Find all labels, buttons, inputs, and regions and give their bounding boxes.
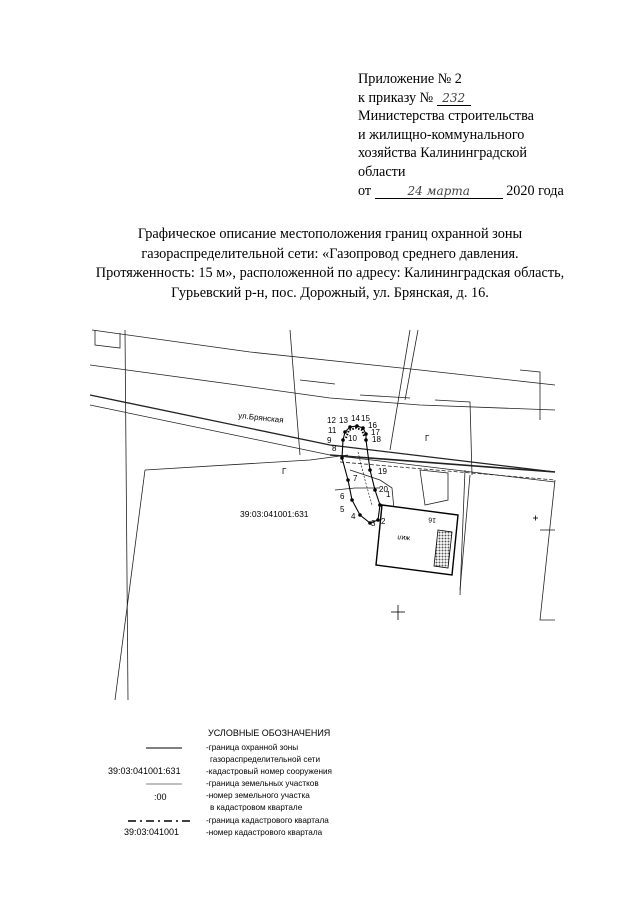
legend-item-4-symbol: :00	[154, 792, 167, 802]
point-label-13: 13	[339, 416, 348, 425]
point-label-15: 15	[361, 414, 370, 423]
point-label-9: 9	[327, 436, 332, 445]
legend-item-6-text: -номер кадастрового квартала	[206, 828, 323, 837]
point-label-11: 11	[328, 426, 337, 435]
point-label-7: 7	[353, 474, 358, 483]
legend-item-1-line-1: -граница охранной зоны	[206, 743, 299, 752]
point-label-14: 14	[351, 414, 360, 423]
appendix-line-1: Приложение № 2	[358, 71, 462, 87]
appendix-line-4: и жилищно-коммунального	[358, 126, 525, 143]
cadastral-number-label: 39:03:041001:631	[240, 509, 309, 519]
title-line-1: Графическое описание местоположения границ охранной зоны	[137, 226, 523, 242]
parcel-boundaries	[95, 330, 555, 700]
order-number-handwritten: 232	[437, 92, 471, 106]
legend-item-2-symbol: 39:03:041001:631	[108, 766, 181, 776]
legend-item-2-text: -кадастровый номер сооружения	[206, 767, 332, 776]
point-label-2: 2	[381, 517, 386, 526]
date-handwritten: 24 марта	[375, 185, 503, 199]
legend-item-6-symbol: 39:03:041001	[124, 827, 180, 837]
street-label: ул.Брянская	[237, 411, 285, 425]
legend-item-4-line-2: в кадастровом квартале	[210, 803, 303, 812]
point-label-18: 18	[372, 435, 381, 444]
point-label-4: 4	[351, 512, 356, 521]
point-label-20: 20	[379, 485, 388, 494]
house-building	[376, 505, 458, 575]
appendix-line-5: хозяйства Калининградской	[358, 145, 527, 162]
point-label-6: 6	[340, 492, 345, 501]
point-label-12: 12	[327, 416, 336, 425]
gas-label-2: Г	[282, 467, 287, 476]
date-suffix: 2020 года	[506, 182, 564, 199]
point-label-16: 16	[368, 421, 377, 430]
point-label-10: 10	[348, 434, 357, 443]
point-label-8: 8	[332, 444, 337, 453]
point-label-3: 3	[371, 519, 376, 528]
house-label: жил	[397, 533, 411, 542]
point-label-5: 5	[340, 505, 345, 514]
title-line-2: газораспределительной сети: «Газопровод среднего давления.	[141, 245, 519, 262]
legend-item-1-line-2: газораспределительной сети	[210, 755, 321, 764]
title-line-3: Протяженность: 15 м», расположенной по адресу: Калининградская область,	[95, 265, 565, 281]
legend-item-3-text: -граница земельных участков	[206, 779, 319, 788]
order-prefix: к приказу №	[358, 89, 434, 106]
road-lines	[90, 330, 555, 482]
title-line-4: Гурьевский р-н, пос. Дорожный, ул. Брянская, д. 16.	[171, 284, 489, 301]
map-legend	[0, 726, 640, 846]
legend-item-4-line-1: -номер земельного участка	[206, 791, 310, 800]
point-label-1: 1	[386, 490, 391, 499]
gas-label-1: Г	[425, 434, 430, 443]
point-label-17: 17	[371, 428, 380, 437]
legend-heading: УСЛОВНЫЕ ОБОЗНАЧЕНИЯ	[208, 728, 331, 738]
legend-item-5-text: -граница кадастрового квартала	[206, 816, 329, 825]
appendix-line-3: Министерства строительства	[358, 108, 534, 125]
point-label-19: 19	[378, 467, 387, 476]
appendix-line-6: области	[358, 163, 406, 180]
date-prefix: от	[358, 182, 372, 199]
house-number: 16	[428, 515, 437, 524]
